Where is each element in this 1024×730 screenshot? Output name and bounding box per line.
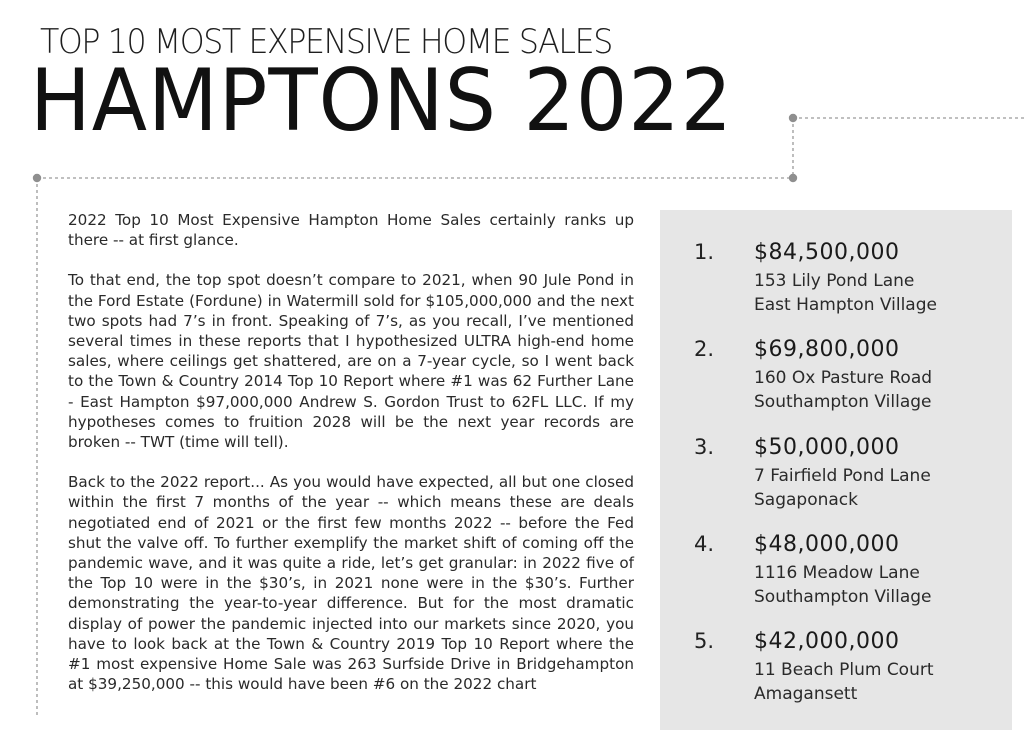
sale-town: Amagansett — [754, 684, 858, 704]
page-kicker: TOP 10 MOST EXPENSIVE HOME SALES — [40, 22, 612, 62]
sale-address: 153 Lily Pond Lane — [754, 271, 915, 291]
sale-town: Southampton Village — [754, 587, 932, 607]
paragraph: To that end, the top spot doesn’t compare to 2021, when 90 Jule Pond in the Ford Estate (Fordune) in Watermill sold for $105,000,000 and the next two spots had 7’s in front. Speaking of 7’s, as you recall, I’ve mentioned several times in these reports that I hypothesized ULTRA high-end home sales, where ceilings get shattered, are on a 7-year cycle, so I went back to the Town & Country 2014 Top 10 Report where #1 was 62 Further Lane - East Hampton $97,000,000 Andrew S. Gordon Trust to 62FL LLC. If my hypotheses comes to fruition 2028 will be the next year records are broken -- TWT (time will tell). — [68, 271, 634, 452]
frame-dot-right-top — [789, 114, 797, 122]
sale-price: $42,000,000 — [754, 629, 900, 654]
sale-address: 160 Ox Pasture Road — [754, 368, 933, 388]
sale-rank: 1. — [694, 240, 715, 264]
sale-town: East Hampton Village — [754, 295, 937, 315]
paragraph: Back to the 2022 report... As you would have expected, all but one closed within the first 7 months of the year -- which means these are deals negotiated end of 2021 or the first few months 2022 -- before the Fed shut the valve off. To further exemplify the market shift of coming off the pandemic wave, and it was quite a ride, let’s get granular: in 2022 five of the Top 10 were in the $30’s, in 2021 none were in the $30’s. Further demonstrating the year-to-year difference. But for the most dramatic display of power the pandemic injected into our markets since 2020, you have to look back at the Town & Country 2019 Top 10 Report where the #1 most expensive Home Sale was 263 Surfside Drive in Bridgehampton at $39,250,000 -- this would have been #6 on the 2022 chart — [68, 473, 634, 694]
page-title: HAMPTONS 2022 — [30, 51, 734, 151]
sale-town: Sagaponack — [754, 490, 858, 510]
frame-dot-left — [33, 174, 41, 182]
frame-dot-right-bottom — [789, 174, 797, 182]
sale-rank: 5. — [694, 629, 715, 653]
sale-rank: 4. — [694, 532, 715, 556]
sale-town: Southampton Village — [754, 392, 932, 412]
top-sales-sidebar — [660, 210, 1012, 730]
sale-price: $69,800,000 — [754, 337, 900, 362]
sale-address: 7 Fairfield Pond Lane — [754, 466, 931, 486]
sale-rank: 3. — [694, 435, 715, 459]
sale-address: 11 Beach Plum Court — [754, 660, 934, 680]
article-body — [68, 210, 634, 714]
sale-address: 1116 Meadow Lane — [754, 563, 920, 583]
paragraph: 2022 Top 10 Most Expensive Hampton Home Sales certainly ranks up there -- at first glance. — [68, 211, 634, 250]
sale-price: $50,000,000 — [754, 435, 900, 460]
sale-price: $84,500,000 — [754, 240, 900, 265]
sale-price: $48,000,000 — [754, 532, 900, 557]
sale-rank: 2. — [694, 337, 715, 361]
